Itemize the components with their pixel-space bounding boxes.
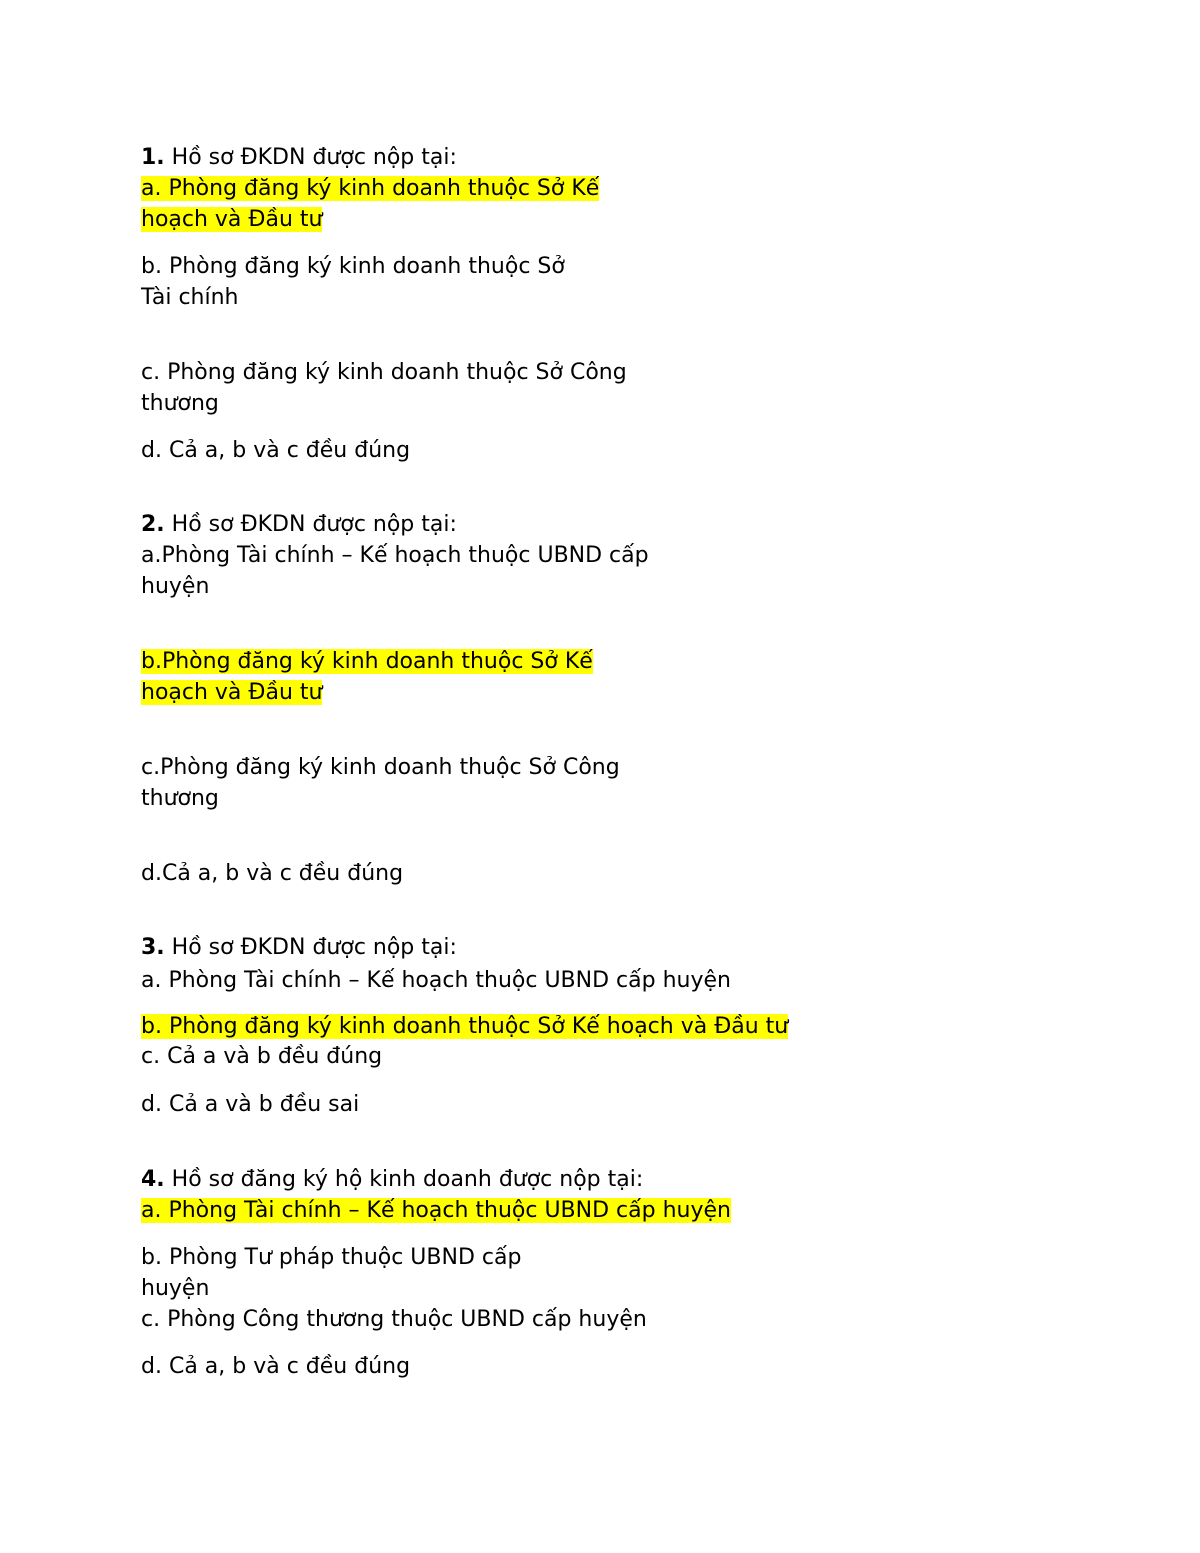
question-text: Hồ sơ ĐKDN được nộp tại: [171, 935, 457, 960]
question-1-stem [141, 142, 457, 173]
q2-option-b-line-2 [141, 677, 322, 708]
q1-option-b-line-2: Tài chính [141, 285, 239, 310]
question-number: 2. [141, 512, 165, 537]
question-number: 3. [141, 935, 165, 960]
q4-option-b-line-2: huyện [141, 1276, 210, 1301]
highlighted-answer: hoạch và Đầu tư [141, 680, 323, 705]
highlighted-answer: a. Phòng đăng ký kinh doanh thuộc Sở Kế [141, 176, 600, 201]
q2-option-b-line-1 [141, 646, 593, 677]
question-number: 4. [141, 1167, 165, 1192]
highlighted-answer: b. Phòng đăng ký kinh doanh thuộc Sở Kế hoạch và Đầu tư [141, 1014, 789, 1039]
q4-option-d: d. Cả a, b và c đều đúng [141, 1354, 411, 1379]
question-2-stem [141, 509, 457, 540]
highlighted-answer: a. Phòng Tài chính – Kế hoạch thuộc UBND cấp huyện [141, 1198, 731, 1223]
q1-option-d: d. Cả a, b và c đều đúng [141, 438, 411, 463]
question-text: Hồ sơ ĐKDN được nộp tại: [171, 145, 457, 170]
q2-option-a-line-2: huyện [141, 574, 210, 599]
q3-option-d: d. Cả a và b đều sai [141, 1092, 360, 1117]
highlighted-answer: b.Phòng đăng ký kinh doanh thuộc Sở Kế [141, 649, 593, 674]
q2-option-c-line-2: thương [141, 786, 219, 811]
highlighted-answer: hoạch và Đầu tư [141, 207, 323, 232]
question-number: 1. [141, 145, 165, 170]
q2-option-a-line-1: a.Phòng Tài chính – Kế hoạch thuộc UBND cấp [141, 543, 649, 568]
q4-option-b-line-1: b. Phòng Tư pháp thuộc UBND cấp [141, 1245, 522, 1270]
question-text: Hồ sơ ĐKDN được nộp tại: [171, 512, 457, 537]
q1-option-b-line-1: b. Phòng đăng ký kinh doanh thuộc Sở [141, 254, 565, 279]
question-text: Hồ sơ đăng ký hộ kinh doanh được nộp tại: [171, 1167, 644, 1192]
q2-option-c-line-1: c.Phòng đăng ký kinh doanh thuộc Sở Công [141, 755, 620, 780]
q1-option-c-line-2: thương [141, 391, 219, 416]
q1-option-c-line-1: c. Phòng đăng ký kinh doanh thuộc Sở Công [141, 360, 627, 385]
question-4-stem [141, 1164, 643, 1195]
q3-option-c: c. Cả a và b đều đúng [141, 1044, 383, 1069]
q2-option-d: d.Cả a, b và c đều đúng [141, 861, 404, 886]
q3-option-b [141, 1011, 788, 1042]
question-3-stem [141, 932, 457, 963]
q3-option-a: a. Phòng Tài chính – Kế hoạch thuộc UBND cấp huyện [141, 968, 731, 993]
q4-option-a [141, 1195, 731, 1226]
q4-option-c: c. Phòng Công thương thuộc UBND cấp huyện [141, 1307, 647, 1332]
q1-option-a-line-2 [141, 204, 322, 235]
q1-option-a-line-1 [141, 173, 599, 204]
